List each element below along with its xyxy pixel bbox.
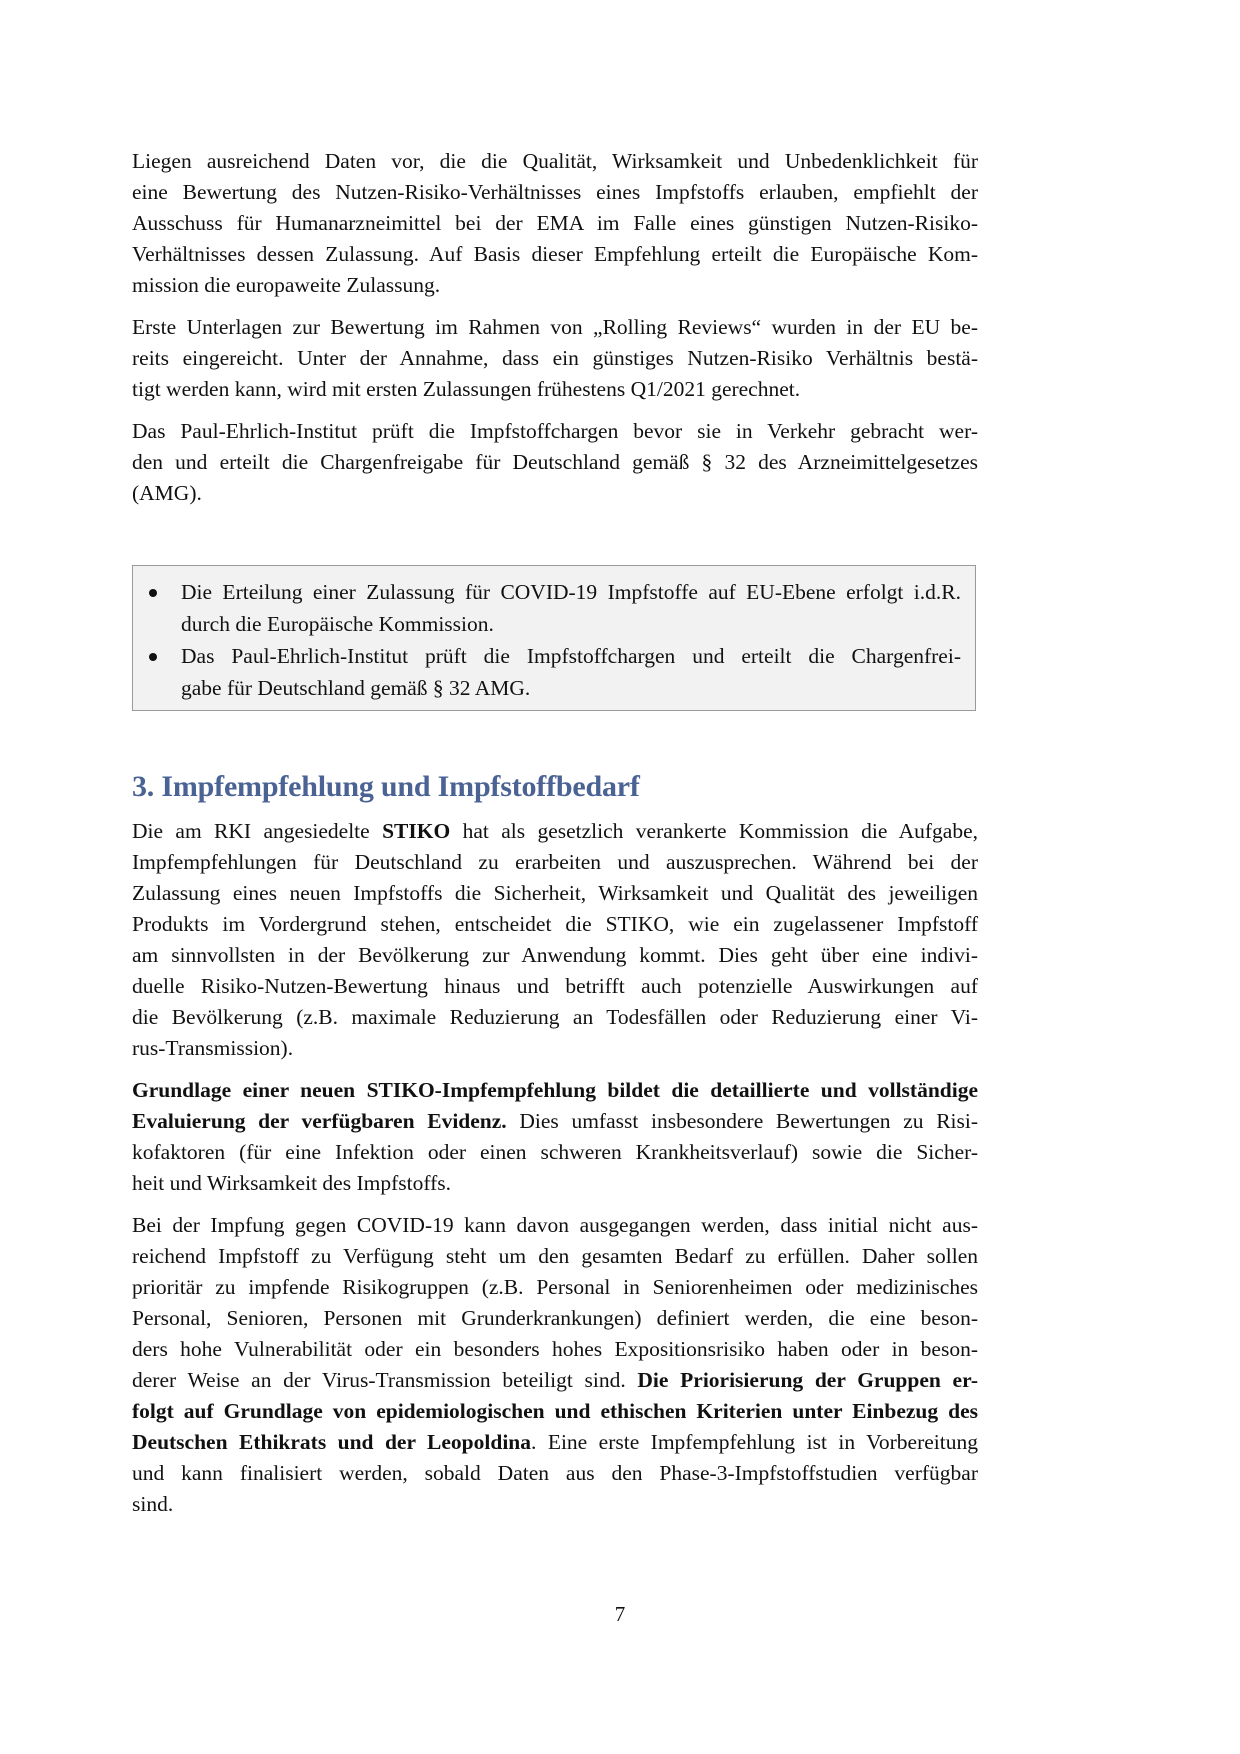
text-line: duelle Risiko-Nutzen-Bewertung hinaus und betrifft auch potenzielle Auswirkungen auf bbox=[132, 974, 978, 998]
text-run: Die am RKI angesiedelte bbox=[132, 819, 383, 843]
summary-bullet-item bbox=[133, 576, 961, 640]
text-line: tigt werden kann, wird mit ersten Zulassungen frühestens Q1/2021 gerechnet. bbox=[132, 377, 801, 401]
text-line bbox=[132, 1106, 978, 1137]
section-heading: 3. Impfempfehlung und Impfstoffbedarf bbox=[132, 770, 640, 803]
text-line: Impfempfehlungen für Deutschland zu erarbeiten und auszusprechen. Während bei der bbox=[132, 850, 978, 874]
text-line: Personal, Senioren, Personen mit Grunderkrankungen) definiert werden, die eine beson- bbox=[132, 1306, 978, 1330]
text-line: am sinnvollsten in der Bevölkerung zur Anwendung kommt. Dies geht über eine indivi- bbox=[132, 943, 978, 967]
text-line: mission die europaweite Zulassung. bbox=[132, 273, 441, 297]
text-line: Die Erteilung einer Zulassung für COVID-19 Impfstoffe auf EU-Ebene erfolgt i.d.R. bbox=[181, 580, 961, 604]
bold-text-run: folgt auf Grundlage von epidemiologischen und ethischen Kriterien unter Einbezug des bbox=[132, 1399, 978, 1423]
text-line bbox=[132, 1365, 978, 1396]
summary-bullet-list bbox=[133, 566, 975, 704]
text-line bbox=[132, 1427, 978, 1458]
text-line: (AMG). bbox=[132, 481, 202, 505]
text-line: rus-Transmission). bbox=[132, 1036, 294, 1060]
text-line: reits eingereicht. Unter der Annahme, dass ein günstiges Nutzen-Risiko Verhältnis bestä- bbox=[132, 346, 978, 370]
bold-text-run: Evaluierung der verfügbaren Evidenz. bbox=[132, 1109, 507, 1133]
text-line: Verhältnisses dessen Zulassung. Auf Basis dieser Empfehlung erteilt die Europäische Kom- bbox=[132, 242, 978, 266]
paragraph-ema-approval bbox=[132, 146, 978, 301]
bold-text-run: Deutschen Ethikrats und der Leopoldina bbox=[132, 1430, 531, 1454]
bold-text-run: Grundlage einer neuen STIKO-Impfempfehlung bildet die detaillierte und vollständige bbox=[132, 1078, 978, 1102]
text-line: prioritär zu impfende Risikogruppen (z.B. Personal in Seniorenheimen oder medizinisches bbox=[132, 1275, 978, 1299]
text-run: hat als gesetzlich verankerte Kommission die Aufgabe, bbox=[450, 819, 978, 843]
document-body-top bbox=[132, 146, 978, 520]
text-line: Produkts im Vordergrund stehen, entscheidet die STIKO, wie ein zugelassener Impfstoff bbox=[132, 912, 978, 936]
text-line: eine Bewertung des Nutzen-Risiko-Verhältnisses eines Impfstoffs erlauben, empfiehlt der bbox=[132, 180, 978, 204]
text-line: ders hohe Vulnerabilität oder ein besonders hohes Expositionsrisiko haben oder in beson- bbox=[132, 1337, 978, 1361]
page-number: 7 bbox=[614, 1602, 626, 1626]
section-body bbox=[132, 816, 978, 1531]
summary-callout-box bbox=[132, 565, 976, 711]
text-line: und kann finalisiert werden, sobald Daten aus den Phase-3-Impfstoffstudien verfügbar bbox=[132, 1461, 978, 1485]
text-line: Das Paul-Ehrlich-Institut prüft die Impfstoffchargen bevor sie in Verkehr gebracht wer- bbox=[132, 419, 978, 443]
text-line: die Bevölkerung (z.B. maximale Reduzierung an Todesfällen oder Reduzierung einer Vi- bbox=[132, 1005, 978, 1029]
text-line bbox=[132, 1075, 978, 1106]
text-run: derer Weise an der Virus-Transmission beteiligt sind. bbox=[132, 1368, 638, 1392]
summary-bullet-item bbox=[133, 640, 961, 704]
text-line: Bei der Impfung gegen COVID-19 kann davon ausgegangen werden, dass initial nicht aus- bbox=[132, 1213, 978, 1237]
bold-text-run: Die Priorisierung der Gruppen er- bbox=[637, 1368, 978, 1392]
bold-text-stiko: STIKO bbox=[382, 819, 451, 843]
text-line: den und erteilt die Chargenfreigabe für Deutschland gemäß § 32 des Arzneimittelgesetzes bbox=[132, 450, 978, 474]
paragraph-evidence-basis bbox=[132, 1075, 978, 1199]
paragraph-pei-batch-release bbox=[132, 416, 978, 509]
text-line: reichend Impfstoff zu Verfügung steht um den gesamten Bedarf zu erfüllen. Daher sollen bbox=[132, 1244, 978, 1268]
text-line: gabe für Deutschland gemäß § 32 AMG. bbox=[181, 676, 531, 700]
text-line: sind. bbox=[132, 1492, 174, 1516]
text-run: . Eine erste Impfempfehlung ist in Vorbereitung bbox=[531, 1430, 978, 1454]
text-line: Ausschuss für Humanarzneimittel bei der EMA im Falle eines günstigen Nutzen-Risiko- bbox=[132, 211, 978, 235]
text-line: Liegen ausreichend Daten vor, die die Qualität, Wirksamkeit und Unbedenklichkeit für bbox=[132, 149, 978, 173]
paragraph-prioritization bbox=[132, 1210, 978, 1520]
text-line: Das Paul-Ehrlich-Institut prüft die Impfstoffchargen und erteilt die Chargenfrei- bbox=[181, 644, 961, 668]
bullet-icon bbox=[149, 589, 157, 597]
text-run: Dies umfasst insbesondere Bewertungen zu Risi- bbox=[506, 1109, 979, 1133]
text-line: durch die Europäische Kommission. bbox=[181, 612, 494, 636]
paragraph-stiko-role bbox=[132, 816, 978, 1064]
text-line: heit und Wirksamkeit des Impfstoffs. bbox=[132, 1171, 452, 1195]
text-line bbox=[132, 816, 978, 847]
bullet-icon bbox=[149, 653, 157, 661]
paragraph-rolling-reviews bbox=[132, 312, 978, 405]
text-line: kofaktoren (für eine Infektion oder einen schweren Krankheitsverlauf) sowie die Sicher- bbox=[132, 1140, 978, 1164]
text-line bbox=[132, 1396, 978, 1427]
text-line: Erste Unterlagen zur Bewertung im Rahmen von „Rolling Reviews“ wurden in der EU be- bbox=[132, 315, 978, 339]
text-line: Zulassung eines neuen Impfstoffs die Sicherheit, Wirksamkeit und Qualität des jeweiligen bbox=[132, 881, 978, 905]
